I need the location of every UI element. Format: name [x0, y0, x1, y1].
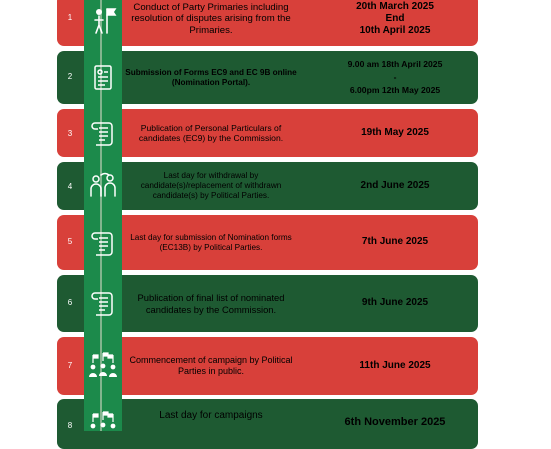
- row-number: 8: [67, 421, 73, 430]
- step-description: Commencement of campaign by Political Parties in public.: [129, 355, 293, 376]
- flag-person-icon: [87, 6, 119, 36]
- date-separator: End: [385, 12, 405, 24]
- date-value: 2nd June 2025: [360, 179, 430, 191]
- step-date: [320, 109, 470, 157]
- step-description: Submission of Forms EC9 and EC 9B online (Nomination Portal).: [125, 67, 297, 87]
- date-start: 20th March 2025: [356, 0, 434, 12]
- row-number: 5: [67, 237, 73, 246]
- crowd-flags-icon: [87, 410, 119, 440]
- date-end: 6.00pm 12th May 2025: [349, 85, 441, 96]
- step-date: [320, 337, 470, 395]
- crowd-flags-icon: [87, 351, 119, 381]
- date-value: 7th June 2025: [361, 236, 429, 248]
- step-date: [320, 275, 470, 332]
- step-description: Last day for withdrawal by candidate(s)/replacement of withdrawn candidate(s) by Political Parties.: [140, 171, 282, 200]
- date-value: 11th June 2025: [359, 359, 431, 371]
- step-description: Publication of final list of nominated candidates by the Commission.: [137, 292, 285, 315]
- step-description: Conduct of Party Primaries including resolution of disputes arising from the Primaries.: [131, 2, 291, 36]
- row-number: 2: [67, 72, 73, 81]
- date-start: 9.00 am 18th April 2025: [347, 58, 443, 69]
- row-number: 4: [67, 182, 73, 191]
- step-description: Last day for submission of Nomination forms (EC13B) by Political Parties.: [130, 232, 292, 252]
- row-number: 6: [67, 298, 73, 307]
- date-value: 9th June 2025: [361, 297, 429, 309]
- row-number: 3: [67, 129, 73, 138]
- step-date: [320, 416, 470, 440]
- scroll-icon: [87, 118, 119, 148]
- step-description: Publication of Personal Particulars of candidates (EC9) by the Commission.: [138, 122, 284, 143]
- row-number: 1: [67, 13, 73, 22]
- row-number: 7: [67, 361, 73, 370]
- date-end: 10th April 2025: [359, 25, 431, 37]
- step-date: [320, 51, 470, 104]
- step-description: Last day for campaigns: [159, 410, 263, 421]
- scroll-icon: [87, 228, 119, 258]
- step-date: [320, 162, 470, 210]
- step-date: [320, 0, 470, 46]
- date-value: 19th May 2025: [361, 126, 429, 138]
- candidates-replacement-icon: [87, 171, 119, 201]
- date-value: 6th November 2025: [344, 416, 446, 428]
- date-separator: -: [393, 71, 397, 82]
- scroll-icon: [87, 288, 119, 318]
- step-date: [320, 215, 470, 270]
- document-form-icon: [87, 63, 119, 93]
